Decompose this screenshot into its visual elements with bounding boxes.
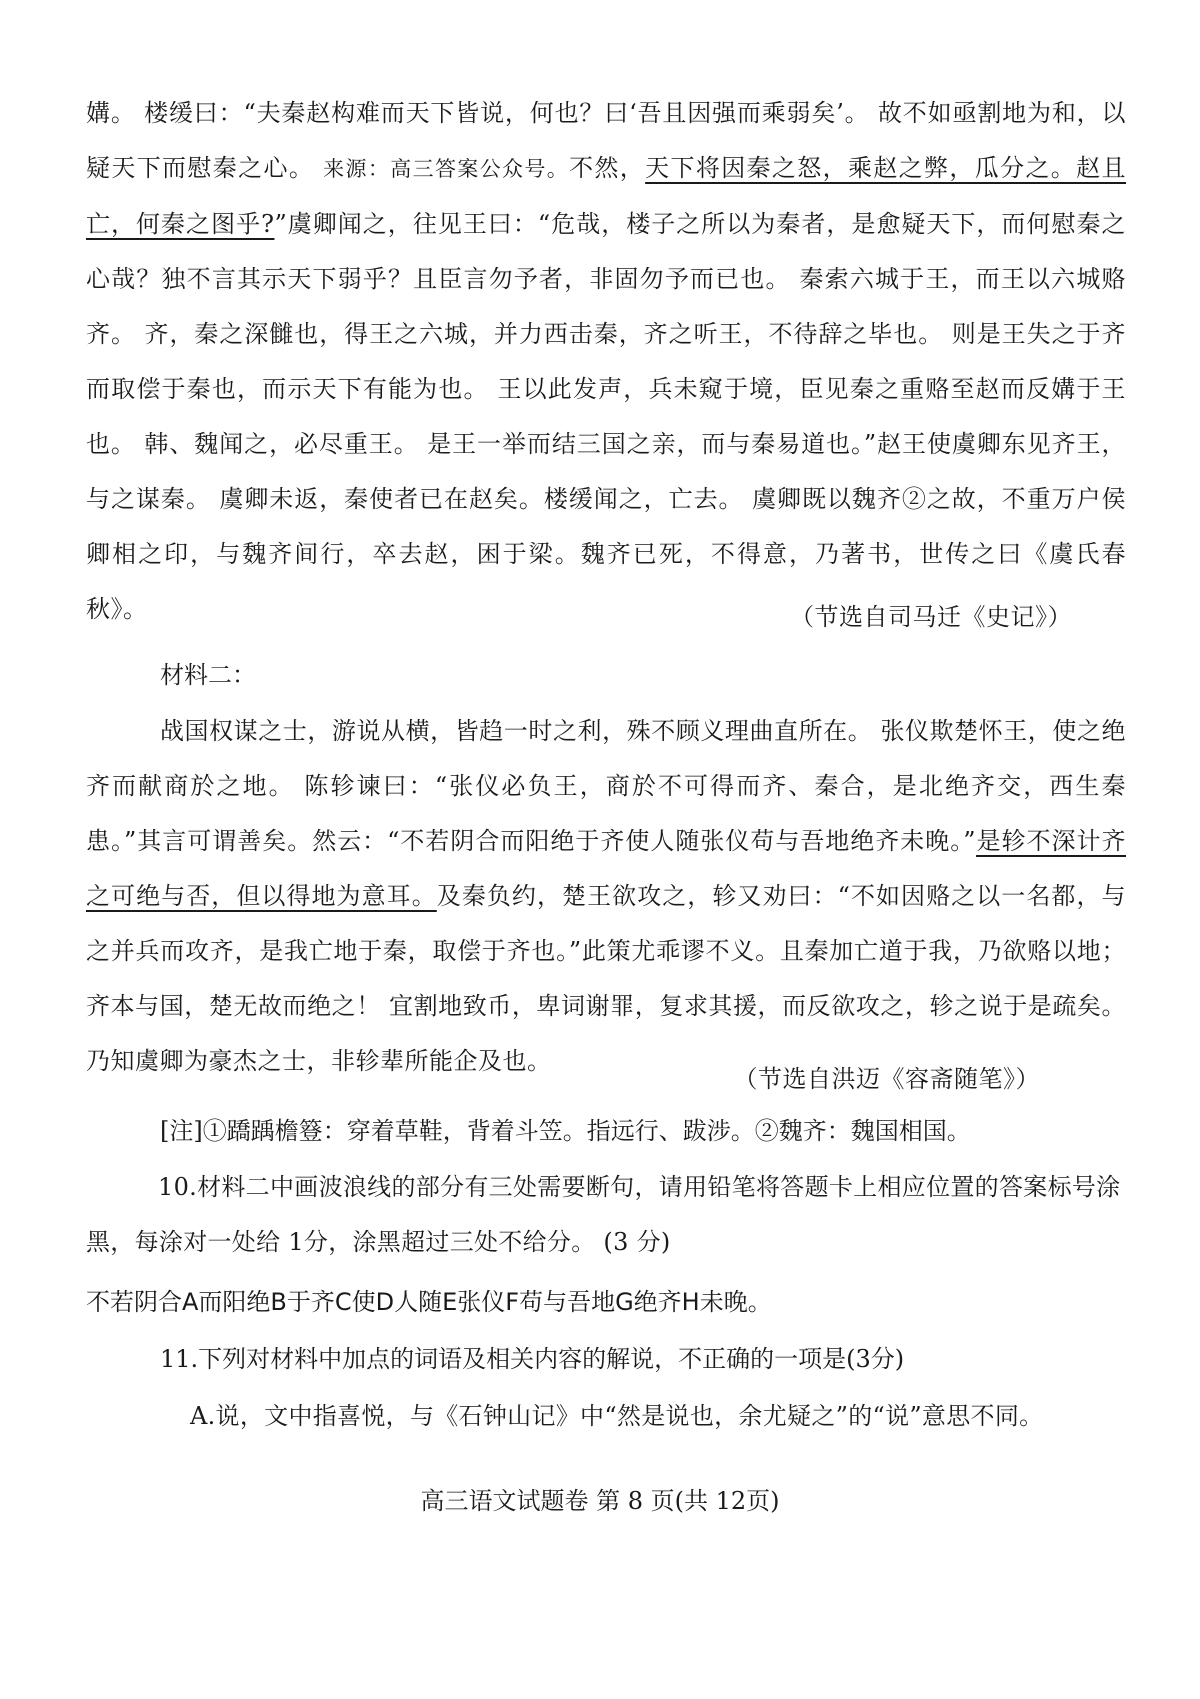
annotation-note: [注]①蹻踽檐簦：穿着草鞋，背着斗笠。指远行、跋涉。②魏齐：魏国相国。 bbox=[160, 1117, 971, 1145]
question-10-sentence: 不若阴合A而阳绝B于齐C使D人随E张仪F苟与吾地G绝齐H未晚。 bbox=[86, 1288, 772, 1316]
source-note: 来源：高三答案公众号。 bbox=[323, 157, 570, 181]
material-two-passage bbox=[86, 704, 1126, 1089]
material-one-text-1: 媾。 楼缓曰：“夫秦赵构难而天下皆说，何也？曰‘吾且因强而乘弱矣’。 故不如亟割地为和，以疑天下而慰秦之心。 bbox=[86, 99, 1126, 182]
material-one-text-2: 不然， bbox=[569, 154, 646, 182]
material-two-source: （节选自洪迈《容斋随笔》） bbox=[733, 1065, 1040, 1093]
material-two-text-1: 战国权谋之士，游说从横，皆趋一时之利，殊不顾义理曲直所在。 张仪欺楚怀王，使之绝齐而献商於之地。 陈轸谏曰：“张仪必负王，商於不可得而齐、秦合，是北绝齐交，西生秦患。”其言可谓善矣。然云：“不若阴合而阳绝于齐使人随张仪苟与吾地绝齐未晚。” bbox=[86, 717, 1126, 855]
question-11-option-a: A.说，文中指喜悦，与《石钟山记》中“然是说也，余尤疑之”的“说”意思不同。 bbox=[190, 1402, 1044, 1430]
page-footer: 高三语文试题卷 第 8 页(共 12页) bbox=[420, 1487, 780, 1515]
material-one-source: （节选自司马迁《史记》） bbox=[790, 603, 1072, 631]
material-one-passage bbox=[86, 86, 1126, 637]
material-one-text-3: ”虞卿闻之，往见王曰：“危哉，楼子之所以为秦者，是愈疑天下，而何慰秦之心哉？独不言其示天下弱乎？且臣言勿予者，非固勿予而已也。 秦索六城于王，而王以六城赂齐。 齐，秦之深雠也，得王之六城，并力西击秦，齐之听王，不待辞之毕也。 则是王失之于齐而取偿于秦也，而示天下有能为也。 王以此发声，兵未窥于境，臣见秦之重赂至赵而反媾于王也。 韩、魏闻之，必尽重王。 是王一举而结三国之亲，而与秦易道也。”赵王使虞卿东见齐王，与之谋秦。 虞卿未返，秦使者已在赵矣。楼缓闻之，亡去。 虞卿既以魏齐②之故，不重万户侯卿相之印，与魏齐间行，卒去赵，困于梁。魏齐已死，不得意，乃著书，世传之曰《虞氏春秋》。 bbox=[86, 210, 1126, 623]
material-two-heading: 材料二： bbox=[160, 661, 256, 689]
material-two-text-2: 及秦负约，楚王欲攻之，轸又劝曰：“不如因赂之以一名都，与之并兵而攻齐，是我亡地于秦，取偿于齐也。”此策尤乖谬不义。且秦加亡道于我，乃欲赂以地；齐本与国，楚无故而绝之！ 宜割地致币，卑词谢罪，复求其援，而反欲攻之，轸之说于是疏矣。 乃知虞卿为豪杰之士，非轸辈所能企及也。 bbox=[86, 882, 1126, 1075]
underlined-sentence-1: 天下将因秦之怒，乘赵之弊，瓜分之。赵且亡，何秦之图乎? bbox=[86, 154, 1127, 238]
question-11: 11.下列对材料中加点的词语及相关内容的解说，不正确的一项是(3分) bbox=[160, 1345, 905, 1373]
underlined-sentence-2: 是轸不深计齐之可绝与否，但以得地为意耳。 bbox=[86, 827, 1127, 910]
question-10: 10.材料二中画波浪线的部分有三处需要断句，请用铅笔将答题卡上相应位置的答案标号涂黑，每涂对一处给 1分，涂黑超过三处不给分。 (3 分) bbox=[86, 1173, 1121, 1256]
